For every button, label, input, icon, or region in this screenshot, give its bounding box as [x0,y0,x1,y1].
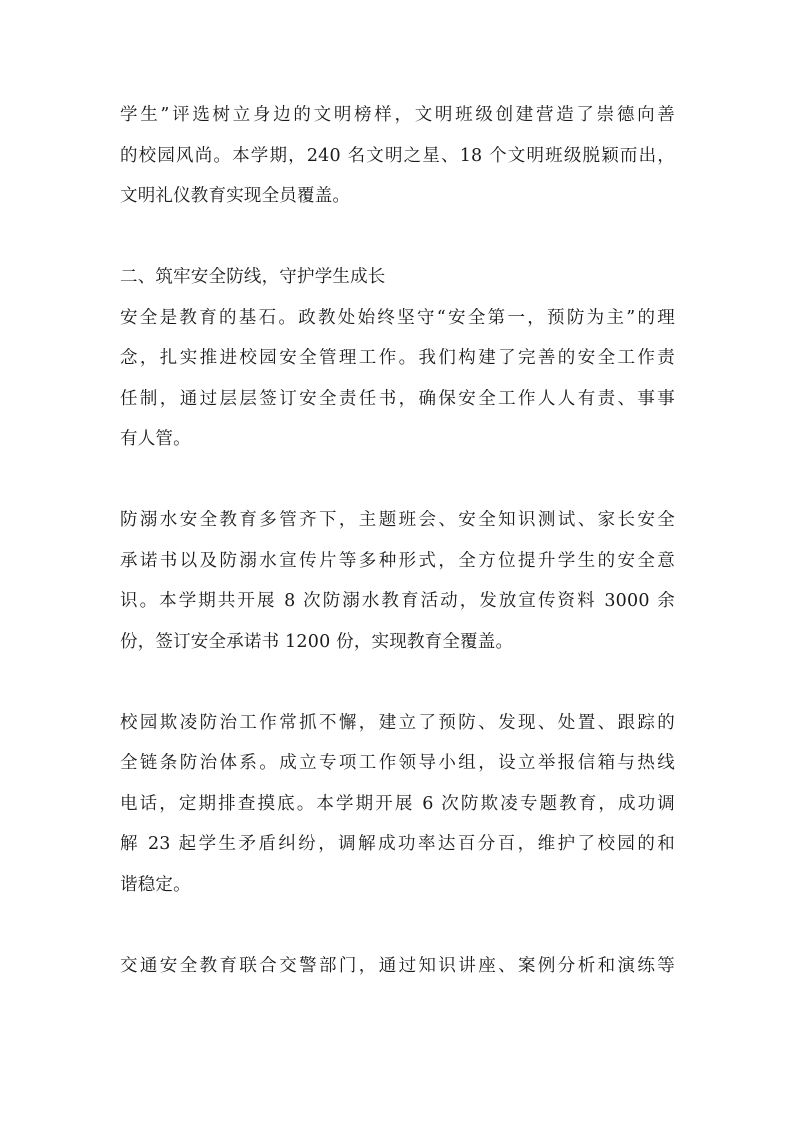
text-line: 解 23 起学生矛盾纠纷，调解成功率达百分百，维护了校园的和 [120,834,675,854]
text-line: 防溺水安全教育多管齐下，主题班会、安全知识测试、家长安全 [120,510,675,530]
text-line: 学生”评选树立身边的文明榜样，文明班级创建营造了崇德向善 [120,105,675,125]
section-heading: 二、筑牢安全防线，守护学生成长 [120,267,386,287]
text-line: 文明礼仪教育实现全员覆盖。 [120,186,351,206]
text-line: 识。本学期共开展 8 次防溺水教育活动，发放宣传资料 3000 余 [120,591,675,611]
text-line: 全链条防治体系。成立专项工作领导小组，设立举报信箱与热线 [120,753,675,773]
text-line: 安全是教育的基石。政教处始终坚守“安全第一，预防为主”的理 [120,307,675,328]
text-line: 念，扎实推进校园安全管理工作。我们构建了完善的安全工作责 [120,348,675,368]
paragraph-traffic-safety [120,946,675,987]
paragraph-drowning-prevention [120,500,675,662]
text-line: 任制，通过层层签订安全责任书，确保安全工作人人有责、事事 [120,388,675,409]
paragraph-civility-summary [120,95,675,217]
text-line: 校园欺凌防治工作常抓不懈，建立了预防、发现、处置、跟踪的 [120,712,675,733]
text-line: 的校园风尚。本学期，240 名文明之星、18 个文明班级脱颖而出， [120,145,675,166]
paragraph-gap [120,460,675,501]
document-body [120,95,675,986]
paragraph-gap [120,905,675,946]
text-line: 交通安全教育联合交警部门，通过知识讲座、案例分析和演练等 [120,955,675,976]
text-line: 份，签订安全承诺书 1200 份，实现教育全覆盖。 [120,631,514,652]
text-line: 承诺书以及防溺水宣传片等多种形式，全方位提升学生的安全意 [120,550,675,571]
paragraph-gap [120,217,675,258]
text-line: 谐稳定。 [120,874,191,895]
paragraph-gap [120,662,675,703]
text-line: 有人管。 [120,429,191,449]
text-line: 电话，定期排查摸底。本学期开展 6 次防欺凌专题教育，成功调 [120,793,675,814]
paragraph-safety-section [120,257,675,460]
paragraph-anti-bullying [120,703,675,906]
